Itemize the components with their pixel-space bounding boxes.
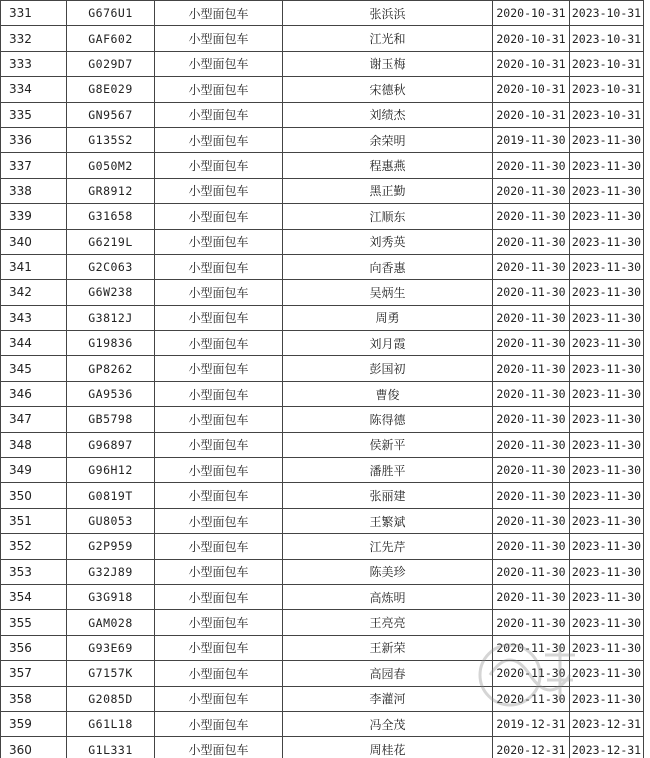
end-date-cell: 2023-11-30 [570,508,644,533]
plate-number-cell: GA9536 [67,381,155,406]
plate-number-cell: GU8053 [67,508,155,533]
owner-name-cell: 向香惠 [283,254,493,279]
plate-number-cell: G96H12 [67,458,155,483]
table-row [1,508,644,533]
plate-number-cell: G135S2 [67,127,155,152]
vehicle-type-cell: 小型面包车 [155,711,283,736]
end-date-cell: 2023-11-30 [570,178,644,203]
table-row [1,711,644,736]
vehicle-type-cell: 小型面包车 [155,458,283,483]
owner-name-cell: 高炼明 [283,584,493,609]
owner-name-cell: 谢玉梅 [283,51,493,76]
table-row [1,102,644,127]
row-number-cell: 360 [1,737,67,758]
vehicle-type-cell: 小型面包车 [155,635,283,660]
end-date-cell: 2023-11-30 [570,254,644,279]
owner-name-cell: 江光和 [283,26,493,51]
plate-number-cell: G3G918 [67,584,155,609]
vehicle-type-cell: 小型面包车 [155,559,283,584]
start-date-cell: 2020-11-30 [493,610,570,635]
table-row [1,77,644,102]
plate-number-cell: GP8262 [67,356,155,381]
vehicle-type-cell: 小型面包车 [155,305,283,330]
end-date-cell: 2023-11-30 [570,584,644,609]
owner-name-cell: 黑正勤 [283,178,493,203]
end-date-cell: 2023-12-31 [570,711,644,736]
plate-number-cell: G31658 [67,204,155,229]
plate-number-cell: G1L331 [67,737,155,758]
end-date-cell: 2023-11-30 [570,432,644,457]
row-number-cell: 340 [1,229,67,254]
end-date-cell: 2023-11-30 [570,686,644,711]
table-row [1,356,644,381]
end-date-cell: 2023-12-31 [570,737,644,758]
end-date-cell: 2023-11-30 [570,534,644,559]
start-date-cell: 2020-11-30 [493,331,570,356]
start-date-cell: 2020-11-30 [493,584,570,609]
plate-number-cell: G2P959 [67,534,155,559]
plate-number-cell: GAF602 [67,26,155,51]
vehicle-type-cell: 小型面包车 [155,280,283,305]
row-number-cell: 356 [1,635,67,660]
owner-name-cell: 王繁斌 [283,508,493,533]
owner-name-cell: 张浜浜 [283,1,493,26]
end-date-cell: 2023-10-31 [570,51,644,76]
vehicle-type-cell: 小型面包车 [155,26,283,51]
plate-number-cell: G2085D [67,686,155,711]
plate-number-cell: G19836 [67,331,155,356]
vehicle-type-cell: 小型面包车 [155,102,283,127]
end-date-cell: 2023-11-30 [570,407,644,432]
plate-number-cell: GR8912 [67,178,155,203]
row-number-cell: 355 [1,610,67,635]
table-row [1,204,644,229]
owner-name-cell: 刘月霞 [283,331,493,356]
row-number-cell: 331 [1,1,67,26]
vehicle-type-cell: 小型面包车 [155,51,283,76]
start-date-cell: 2020-11-30 [493,178,570,203]
start-date-cell: 2020-11-30 [493,635,570,660]
row-number-cell: 334 [1,77,67,102]
vehicle-type-cell: 小型面包车 [155,737,283,758]
vehicle-type-cell: 小型面包车 [155,534,283,559]
vehicle-type-cell: 小型面包车 [155,661,283,686]
plate-number-cell: GAM028 [67,610,155,635]
start-date-cell: 2020-11-30 [493,280,570,305]
start-date-cell: 2020-11-30 [493,661,570,686]
plate-number-cell: G6219L [67,229,155,254]
end-date-cell: 2023-11-30 [570,331,644,356]
vehicle-type-cell: 小型面包车 [155,153,283,178]
vehicle-type-cell: 小型面包车 [155,356,283,381]
row-number-cell: 343 [1,305,67,330]
start-date-cell: 2020-11-30 [493,153,570,178]
owner-name-cell: 王新荣 [283,635,493,660]
end-date-cell: 2023-11-30 [570,127,644,152]
row-number-cell: 336 [1,127,67,152]
start-date-cell: 2020-11-30 [493,508,570,533]
vehicle-type-cell: 小型面包车 [155,407,283,432]
row-number-cell: 358 [1,686,67,711]
start-date-cell: 2020-11-30 [493,204,570,229]
end-date-cell: 2023-11-30 [570,483,644,508]
start-date-cell: 2020-11-30 [493,381,570,406]
owner-name-cell: 张丽建 [283,483,493,508]
start-date-cell: 2019-12-31 [493,711,570,736]
table-row [1,432,644,457]
table-row [1,458,644,483]
row-number-cell: 337 [1,153,67,178]
row-number-cell: 346 [1,381,67,406]
owner-name-cell: 王亮亮 [283,610,493,635]
vehicle-type-cell: 小型面包车 [155,686,283,711]
table-row [1,305,644,330]
table-body [1,1,644,758]
row-number-cell: 353 [1,559,67,584]
owner-name-cell: 江顺东 [283,204,493,229]
start-date-cell: 2020-11-30 [493,534,570,559]
row-number-cell: 344 [1,331,67,356]
owner-name-cell: 高园春 [283,661,493,686]
plate-number-cell: GB5798 [67,407,155,432]
start-date-cell: 2020-10-31 [493,77,570,102]
row-number-cell: 351 [1,508,67,533]
owner-name-cell: 刘绩杰 [283,102,493,127]
end-date-cell: 2023-11-30 [570,153,644,178]
vehicle-type-cell: 小型面包车 [155,432,283,457]
vehicle-type-cell: 小型面包车 [155,1,283,26]
plate-number-cell: G029D7 [67,51,155,76]
start-date-cell: 2019-11-30 [493,127,570,152]
vehicle-type-cell: 小型面包车 [155,381,283,406]
vehicle-type-cell: 小型面包车 [155,77,283,102]
plate-number-cell: G0819T [67,483,155,508]
table-row [1,127,644,152]
end-date-cell: 2023-11-30 [570,204,644,229]
table-row [1,280,644,305]
plate-number-cell: G676U1 [67,1,155,26]
start-date-cell: 2020-11-30 [493,254,570,279]
end-date-cell: 2023-11-30 [570,559,644,584]
owner-name-cell: 刘秀英 [283,229,493,254]
row-number-cell: 335 [1,102,67,127]
owner-name-cell: 陈美珍 [283,559,493,584]
end-date-cell: 2023-11-30 [570,381,644,406]
table-row [1,635,644,660]
table-row [1,26,644,51]
owner-name-cell: 彭国初 [283,356,493,381]
end-date-cell: 2023-11-30 [570,229,644,254]
owner-name-cell: 潘胜平 [283,458,493,483]
start-date-cell: 2020-11-30 [493,483,570,508]
owner-name-cell: 余荣明 [283,127,493,152]
end-date-cell: 2023-11-30 [570,610,644,635]
vehicle-type-cell: 小型面包车 [155,483,283,508]
owner-name-cell: 吴炳生 [283,280,493,305]
table-row [1,559,644,584]
start-date-cell: 2020-11-30 [493,305,570,330]
end-date-cell: 2023-11-30 [570,356,644,381]
table-row [1,584,644,609]
end-date-cell: 2023-11-30 [570,280,644,305]
owner-name-cell: 江先芹 [283,534,493,559]
row-number-cell: 357 [1,661,67,686]
plate-number-cell: G61L18 [67,711,155,736]
vehicle-type-cell: 小型面包车 [155,508,283,533]
plate-number-cell: G8E029 [67,77,155,102]
end-date-cell: 2023-11-30 [570,458,644,483]
table-row [1,178,644,203]
plate-number-cell: G6W238 [67,280,155,305]
start-date-cell: 2020-11-30 [493,407,570,432]
owner-name-cell: 周桂花 [283,737,493,758]
end-date-cell: 2023-10-31 [570,77,644,102]
plate-number-cell: G2C063 [67,254,155,279]
row-number-cell: 345 [1,356,67,381]
start-date-cell: 2020-11-30 [493,356,570,381]
row-number-cell: 342 [1,280,67,305]
plate-number-cell: GN9567 [67,102,155,127]
table-row [1,254,644,279]
table-row [1,381,644,406]
owner-name-cell: 冯全茂 [283,711,493,736]
owner-name-cell: 周勇 [283,305,493,330]
table-row [1,483,644,508]
row-number-cell: 332 [1,26,67,51]
end-date-cell: 2023-10-31 [570,1,644,26]
start-date-cell: 2020-10-31 [493,102,570,127]
table-row [1,610,644,635]
end-date-cell: 2023-11-30 [570,635,644,660]
vehicle-type-cell: 小型面包车 [155,204,283,229]
start-date-cell: 2020-11-30 [493,686,570,711]
owner-name-cell: 程惠燕 [283,153,493,178]
row-number-cell: 333 [1,51,67,76]
row-number-cell: 349 [1,458,67,483]
row-number-cell: 354 [1,584,67,609]
start-date-cell: 2020-10-31 [493,51,570,76]
owner-name-cell: 李灌河 [283,686,493,711]
start-date-cell: 2020-10-31 [493,1,570,26]
vehicle-type-cell: 小型面包车 [155,610,283,635]
row-number-cell: 359 [1,711,67,736]
end-date-cell: 2023-11-30 [570,661,644,686]
table-row [1,686,644,711]
plate-number-cell: G7157K [67,661,155,686]
table-row [1,51,644,76]
end-date-cell: 2023-10-31 [570,26,644,51]
table-row [1,331,644,356]
row-number-cell: 352 [1,534,67,559]
plate-number-cell: G96897 [67,432,155,457]
plate-number-cell: G3812J [67,305,155,330]
vehicle-type-cell: 小型面包车 [155,229,283,254]
owner-name-cell: 宋德秋 [283,77,493,102]
table-row [1,737,644,758]
vehicle-type-cell: 小型面包车 [155,127,283,152]
start-date-cell: 2020-11-30 [493,432,570,457]
owner-name-cell: 陈得德 [283,407,493,432]
table-row [1,1,644,26]
table-row [1,407,644,432]
table-row [1,229,644,254]
vehicle-type-cell: 小型面包车 [155,178,283,203]
plate-number-cell: G050M2 [67,153,155,178]
row-number-cell: 348 [1,432,67,457]
row-number-cell: 341 [1,254,67,279]
row-number-cell: 338 [1,178,67,203]
end-date-cell: 2023-11-30 [570,305,644,330]
row-number-cell: 339 [1,204,67,229]
owner-name-cell: 侯新平 [283,432,493,457]
vehicle-type-cell: 小型面包车 [155,254,283,279]
start-date-cell: 2020-10-31 [493,26,570,51]
row-number-cell: 347 [1,407,67,432]
plate-number-cell: G93E69 [67,635,155,660]
table-row [1,534,644,559]
start-date-cell: 2020-11-30 [493,559,570,584]
start-date-cell: 2020-12-31 [493,737,570,758]
row-number-cell: 350 [1,483,67,508]
start-date-cell: 2020-11-30 [493,229,570,254]
end-date-cell: 2023-10-31 [570,102,644,127]
table-row [1,661,644,686]
start-date-cell: 2020-11-30 [493,458,570,483]
owner-name-cell: 曹俊 [283,381,493,406]
plate-number-cell: G32J89 [67,559,155,584]
table-row [1,153,644,178]
vehicle-type-cell: 小型面包车 [155,331,283,356]
vehicle-type-cell: 小型面包车 [155,584,283,609]
